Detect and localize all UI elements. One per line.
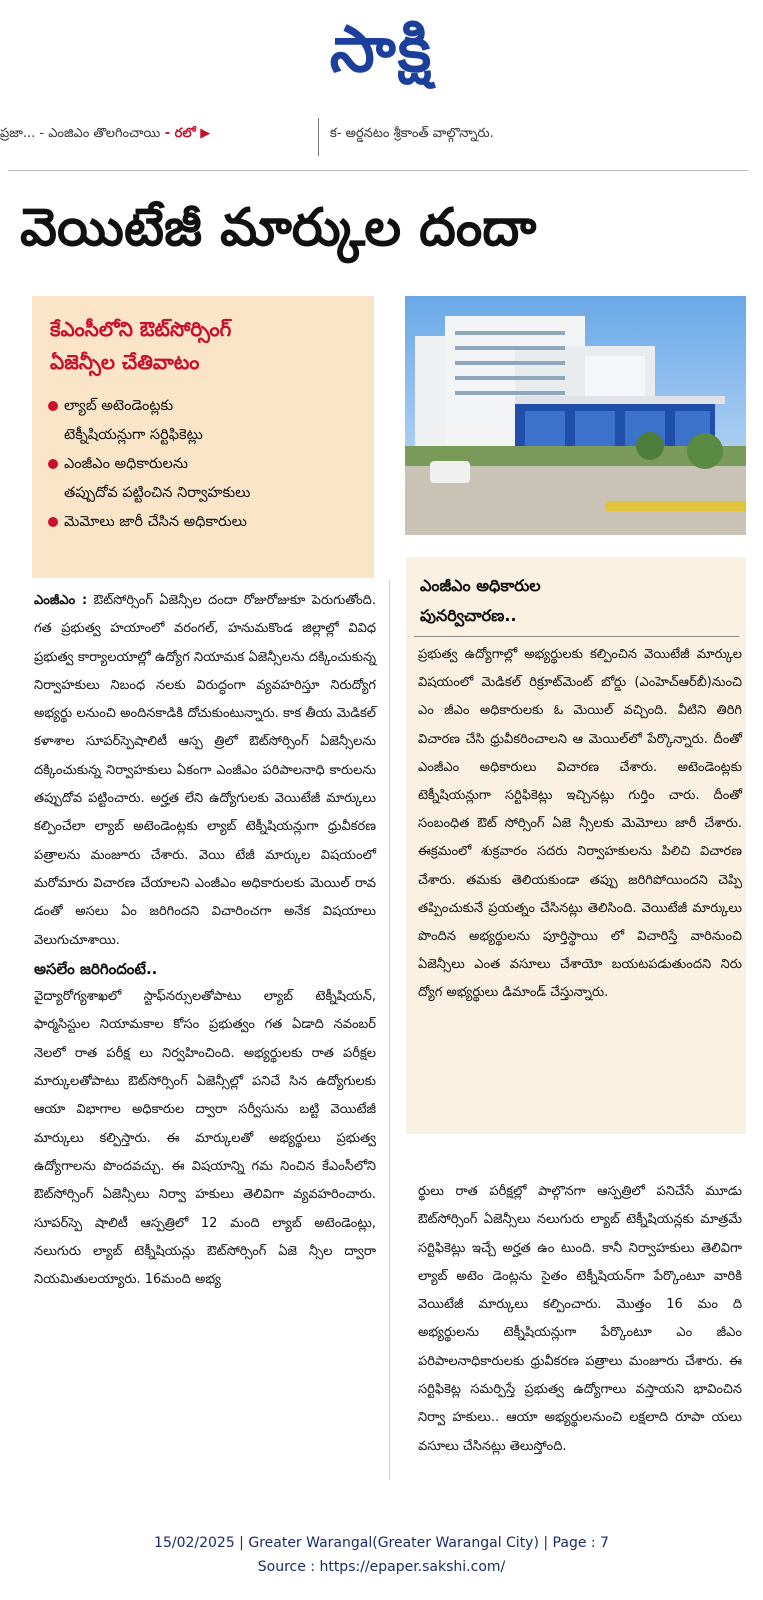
top-strip-left-text: ప్రజా... - ఎంజిఎం తొలగించాయి [0, 126, 161, 141]
list-item: ల్యాబ్ అటెండెంట్లకు [48, 392, 368, 421]
footer-date-line: 15/02/2025 | Greater Warangal(Greater Warangal City) | Page : 7 [154, 1535, 609, 1551]
list-item-cont: టెక్నీషియన్లుగా సర్టిఫికెట్లు [64, 427, 203, 443]
arrow-right-icon: ▶ [200, 126, 211, 141]
top-strip-right: క- అర్డనటం శ్రీకాంత్ వాల్గొన్నారు. [330, 126, 494, 141]
side-box-heading [420, 571, 740, 631]
article-left-column [34, 587, 376, 1294]
article-para-1: ఎంజీఎం : ఔట్‌సోర్సింగ్ ఏజెన్సీల దందా రోజురోజుకూ పెరుగుతోంది. గత ప్రభుత్వ హయాంలో వరంగల్, హనుమకొండ జిల్లాల్లో వివిధ ప్రభుత్వ కార్యాలయాల్లో ఉద్యోగ నియామక ఏజెన్సీలను దక్కించుకున్న నిర్వాహకులు నిబంధ నలకు విరుద్ధంగా వ్యవహరిస్తూ నిరుద్యోగ అభ్యర్థు లనుంచి అందినకాడికి దోచుకుంటున్నారు. కాక తీయ మెడికల్ కళాశాల సూపర్‌స్పెషాలిటీ ఆస్ప త్రిలో ఔట్‌సోర్సింగ్ ఏజెన్సీలను దక్కించుకున్న నిర్వాహకులు ఏకంగా ఎంజీఎం పరిపాలనాధి కారులను తప్పుదోవ పట్టించారు. అర్హత లేని ఉద్యోగులకు వెయిటేజీ మార్కులు కల్పించేలా ల్యాబ్ అటెండెంట్లకు ల్యాబ్ టెక్నీషియన్లుగా ధ్రువీకరణ పత్రాలను మంజూరు చేశారు. వెయి టేజీ మార్కుల విషయంలో మరోమారు విచారణ చేయాలని ఎంజీఎం అధికారులకు మెయిల్ రావ డంతో అసలు ఏం జరిగిందని విచారించగా అనేక విషయాలు వెలుగుచూశాయి. [34, 593, 376, 948]
bullet-icon [48, 459, 58, 469]
headline: వెయిటేజీ మార్కుల దందా [20, 198, 537, 258]
article-para-2: వైద్యారోగ్యశాఖలో స్టాఫ్‌నర్సులతోపాటు ల్యాబ్ టెక్నీషియన్, ఫార్మసిస్టుల నియామకాల కోసం ప్రభుత్వం గత ఏడాది నవంబర్ నెలలో రాత పరీక్ష లు నిర్వహించింది. అభ్యర్థులకు రాత పరీక్షల మార్కులతోపాటు ఔట్‌సోర్సింగ్ ఏజెన్సీల్లో పనిచే సిన ఉద్యోగులకు ఆయా విభాగాల అధికారుల ద్వారా సర్వీసును బట్టి వెయిటేజీ మార్కులు కల్పిస్తారు. ఈ మార్కులతో అభ్యర్థులు ప్రభుత్వ ఉద్యోగాలను పొందవచ్చు. ఈ విషయాన్ని గమ నించిన కేఎంసీలోని ఔట్‌సోర్సింగ్ ఏజెన్సీలు నిర్వా హకులు తెలివిగా వ్యవహరించారు. సూపర్‌స్పె షాలిటీ ఆస్పత్రిలో 12 మంది ల్యాబ్ అటెండెంట్లు, నలుగురు ల్యాబ్ టెక్నీషియన్లు ఔట్‌సోర్సింగ్ ఏజె న్సీల ద్వారా నియమితులయ్యారు. 16మంది అభ్య [34, 989, 376, 1288]
top-strip-tag: - రలో [160, 126, 201, 141]
top-strip-left [0, 126, 300, 144]
sakshi-logo[interactable]: సాక్షి [329, 13, 434, 87]
strip-divider [318, 118, 319, 156]
highlight-title [50, 313, 370, 379]
side-heading-line1: ఎంజీఎం అధికారుల [420, 576, 541, 595]
footer [0, 1531, 763, 1579]
footer-source-link[interactable]: Source : https://epaper.sakshi.com/ [257, 1559, 506, 1575]
highlight-bullets [48, 392, 368, 537]
header-rule [8, 170, 748, 171]
subheading: అసలేం జరిగిందంటే.. [34, 959, 158, 978]
bullet-icon [48, 401, 58, 411]
list-item: మెమోలు జారీ చేసిన అధికారులు [48, 508, 368, 537]
bullet-icon [48, 517, 58, 527]
list-item: ఎంజీఎం అధికారులను [48, 450, 368, 479]
side-box-body: ప్రభుత్వ ఉద్యోగాల్లో అభ్యర్థులకు కల్పించిన వెయిటేజీ మార్కుల విషయంలో మెడికల్ రిక్రూట్‌మెంట్ బోర్డు (ఎంహెచ్‌ఆర్‌బీ)నుంచి ఎం జీఎం అధికారులకు ఓ మెయిల్ వచ్చింది. వీటిని తిరిగి విచారణ చేసి ధ్రువీకరించాలని ఆ మెయిల్‌లో పేర్కొన్నారు. దీంతో ఎంజీఎం అధికారులు విచారణ చేశారు. అటెండెంట్లకు టెక్నీషియన్లుగా సర్టిఫికెట్లు ఇచ్చినట్లు గుర్తిం చారు. దీంతో సంబంధిత ఔట్ సోర్సింగ్ ఏజె న్సీలకు మెమోలు జారీ చేశారు. ఈక్రమంలో శుక్రవారం సదరు నిర్వాహకులను పిలిచి విచారణ చేశారు. తమకు తెలియకుండా తప్పు జరిగిపోయిందని చెప్పి తప్పించుకునే ప్రయత్నం చేసినట్లు తెలిసింది. వెయిటేజీ మార్కులు పొందిన అభ్యర్థులను పూర్తిస్థాయి లో విచారిస్తే వారినుంచి ఏజెన్సీలు ఎంత వసూలు చేశాయో బయటపడుతుందని నిరు ద్యోగ అభ్యర్థులు డిమాండ్ చేస్తున్నారు. [418, 647, 742, 1001]
list-item-cont: తప్పుదోవ పట్టించిన నిర్వాహకులు [64, 485, 251, 501]
article-right-column: ర్థులు రాత పరీక్షల్లో పాల్గొనగా ఆస్పత్రిలో పనిచేసే మూడు ఔట్‌సోర్సింగ్ ఏజెన్సీలు నలుగురు ల్యాబ్ టెక్నీషియన్లకు మాత్రమే సర్టిఫికెట్లు ఇచ్చే అర్హత ఉం టుంది. కానీ నిర్వాహకులు తెలివిగా ల్యాబ్ అటెం డెంట్లను సైతం టెక్నీషియన్‌గా పేర్కొంటూ వారికి వెయిటేజీ మార్కులు కల్పించారు. మొత్తం 16 మం ది అభ్యర్థులను టెక్నీషియన్లుగా పేర్కొంటూ ఎం జీఎం పరిపాలనాధికారులకు ధ్రువీకరణ పత్రాలు మంజూరు చేశారు. ఈ సర్టిఫికెట్ల సమర్పిస్తే ప్రభుత్వ ఉద్యోగాలు వస్తాయని భావించిన నిర్వా హకులు.. ఆయా అభ్యర్థులనుంచి లక్షలాది రూపా యలు వసూలు చేసినట్లు తెలుస్తోంది. [418, 1184, 742, 1454]
hospital-photo [405, 296, 746, 535]
highlight-title-line2: ఏజెన్సీల చేతివాటం [50, 350, 200, 374]
dateline: ఎంజీఎం : [34, 593, 88, 608]
side-box-rule [414, 636, 739, 637]
side-heading-line2: పునర్విచారణ.. [420, 606, 517, 625]
highlight-title-line1: కేఎంసీలోని ఔట్‌సోర్సింగ్ [50, 317, 232, 341]
hospital-image [405, 296, 746, 535]
column-divider [389, 580, 390, 1480]
